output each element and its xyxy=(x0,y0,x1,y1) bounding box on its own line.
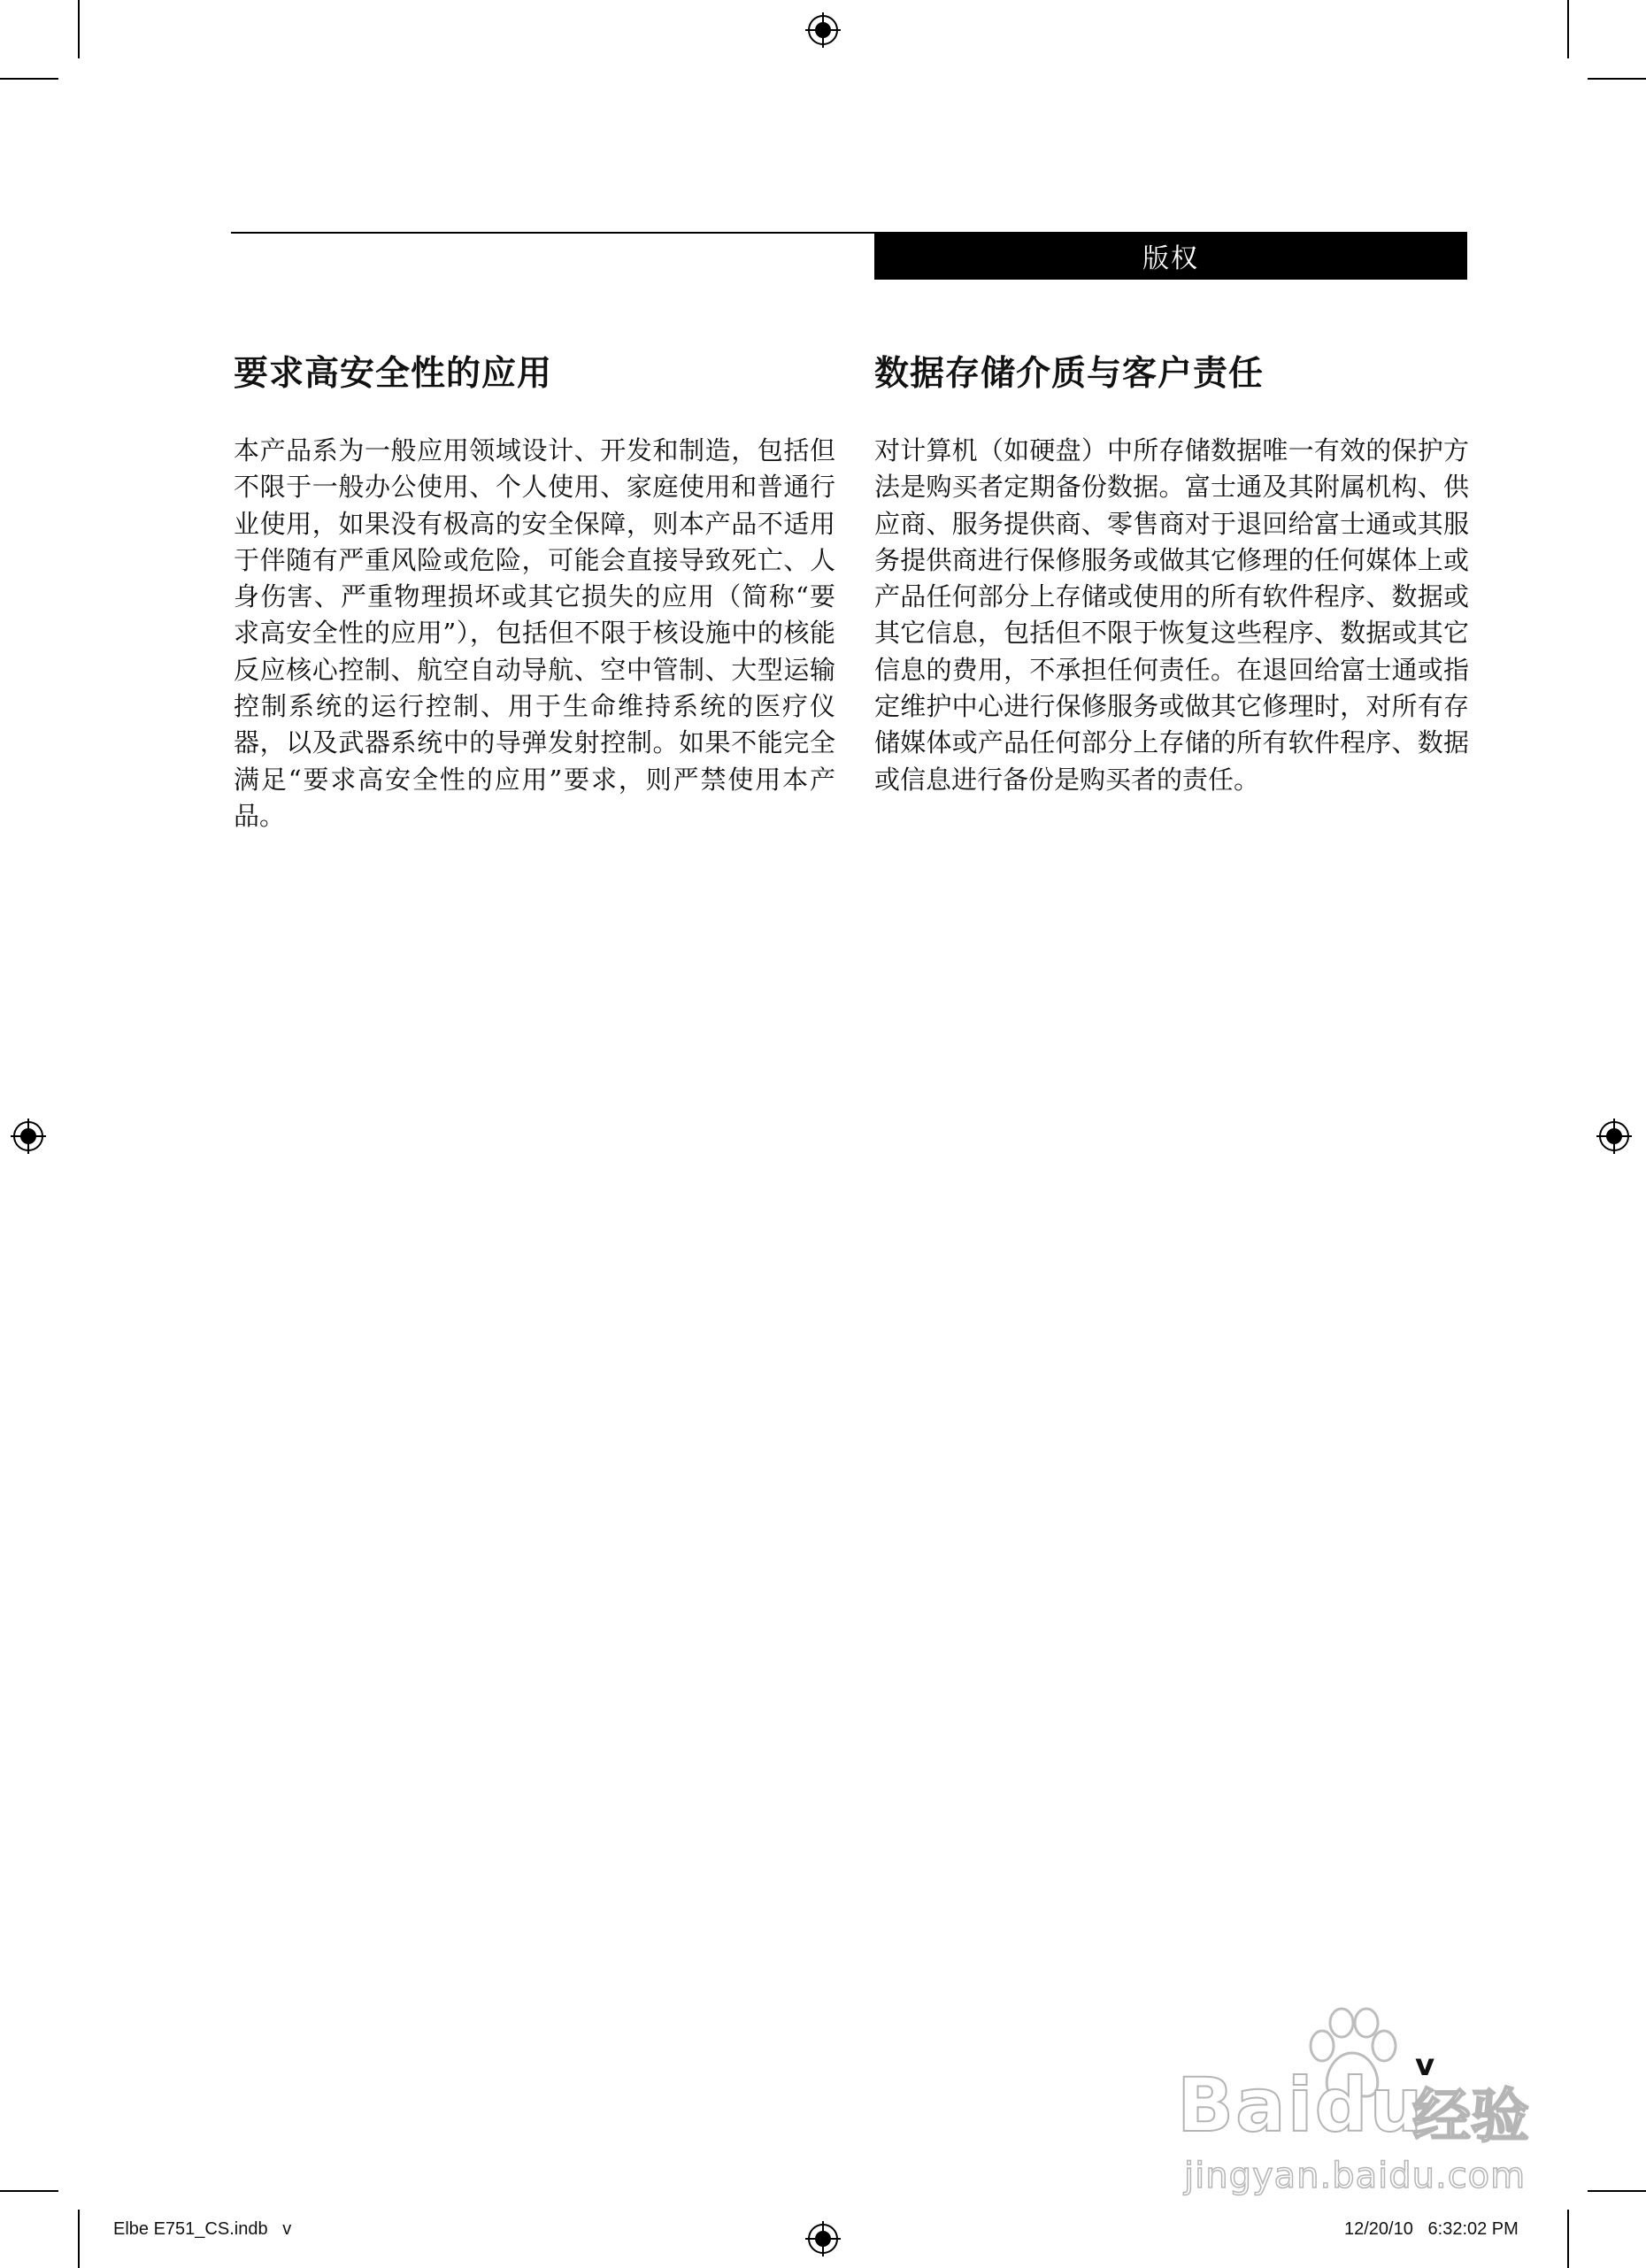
slug-timestamp: 12/20/10 6:32:02 PM xyxy=(1344,2219,1519,2239)
crop-mark xyxy=(0,2190,58,2192)
left-column xyxy=(234,350,835,834)
watermark-brand: Baidu xyxy=(1177,2062,1425,2149)
right-body: 对计算机（如硬盘）中所存储数据唯一有效的保护方法是购买者定期备份数据。富士通及其附属机构、供应商、服务提供商、零售商对于退回给富士通或其服务提供商进行保修服务或做其它修理的任何媒体上或产品任何部分上存储或使用的所有软件程序、数据或其它信息，包括但不限于恢复这些程序、数据或其它信息的费用，不承担任何责任。在退回给富士通或指定维护中心进行保修服务或做其它修理时，对所有存储媒体或产品任何部分上存储的所有软件程序、数据或信息进行备份是购买者的责任。 xyxy=(874,435,1469,795)
right-column xyxy=(874,350,1469,798)
baidu-watermark xyxy=(1166,2007,1538,2202)
watermark-url: jingyan.baidu.com xyxy=(1184,2156,1527,2196)
registration-mark-icon xyxy=(11,1119,46,1154)
page-number: v xyxy=(1415,2048,1435,2083)
left-heading: 要求高安全性的应用 xyxy=(234,354,553,394)
right-heading: 数据存储介质与客户责任 xyxy=(874,354,1265,394)
watermark-brand-cn: 经验 xyxy=(1412,2082,1529,2150)
crop-mark xyxy=(78,0,80,58)
slug-filename: Elbe E751_CS.indb v xyxy=(113,2219,292,2239)
left-body: 本产品系为一般应用领域设计、开发和制造，包括但不限于一般办公使用、个人使用、家庭使用和普通行业使用，如果没有极高的安全保障，则本产品不适用于伴随有严重风险或危险，可能会直接导致死亡、人身伤害、严重物理损坏或其它损失的应用（简称“要求高安全性的应用”），包括但不限于核设施中的核能反应核心控制、航空自动导航、空中管制、大型运输控制系统的运行控制、用于生命维持系统的医疗仪器，以及武器系统中的导弹发射控制。如果不能完全满足“要求高安全性的应用”要求，则严禁使用本产品。 xyxy=(234,435,835,831)
crop-mark xyxy=(0,78,58,80)
crop-mark xyxy=(1567,2210,1569,2268)
crop-mark xyxy=(1567,0,1569,58)
registration-mark-icon xyxy=(805,2221,841,2256)
section-header-bar xyxy=(874,232,1467,280)
registration-mark-icon xyxy=(1596,1119,1632,1154)
header-rule xyxy=(231,232,874,234)
crop-mark xyxy=(1588,78,1646,80)
registration-mark-icon xyxy=(805,12,841,48)
crop-mark xyxy=(1588,2190,1646,2192)
section-title: 版权 xyxy=(1142,243,1199,274)
crop-mark xyxy=(78,2210,80,2268)
